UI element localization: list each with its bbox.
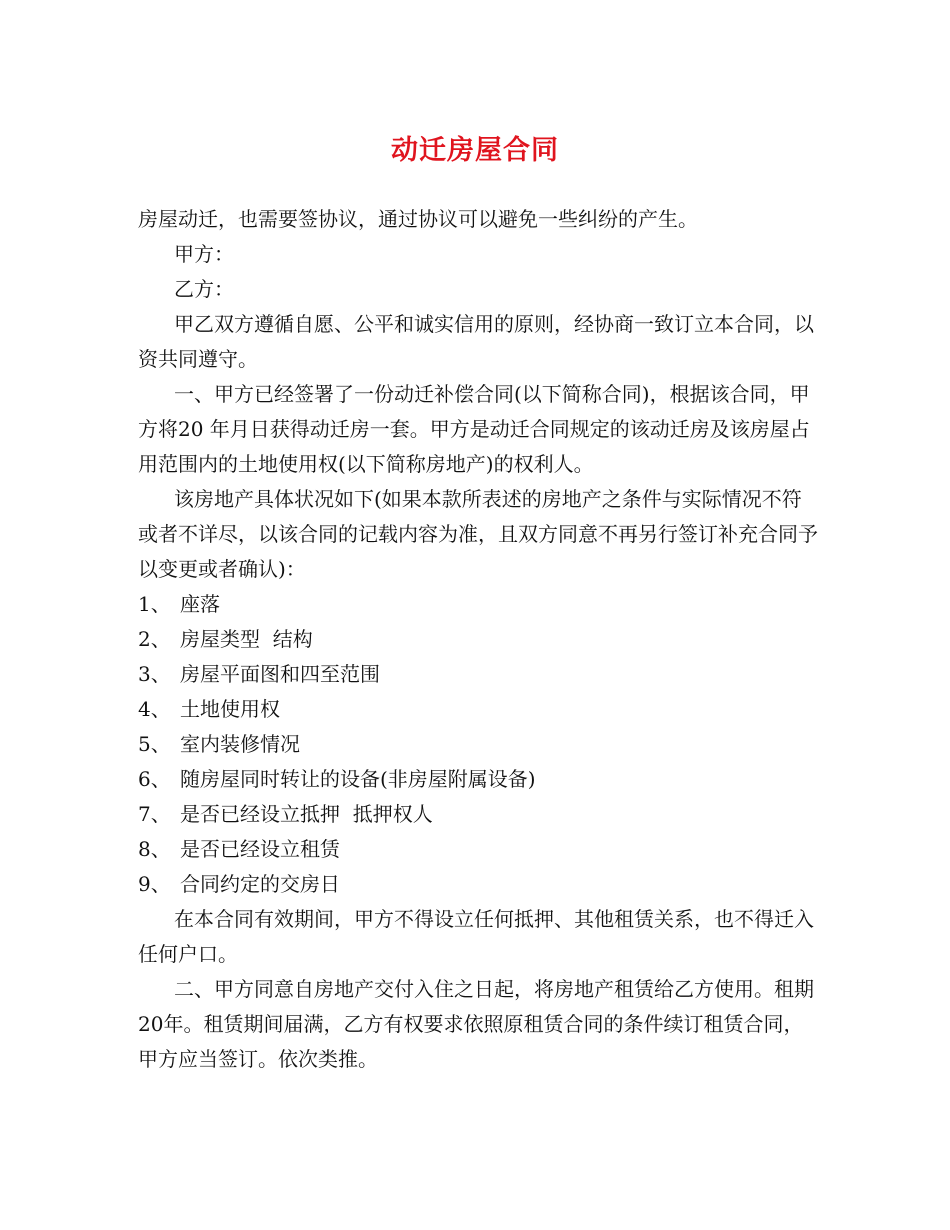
paragraph-principles: 甲乙双方遵循自愿、公平和诚实信用的原则，经协商一致订立本合同，以资共同遵守。: [138, 312, 814, 371]
paragraph-property-status: 该房地产具体状况如下(如果本款所表述的房地产之条件与实际情况不符或者不详尽，以该合同的记载内容为准，且双方同意不再另行签订补充合同予以变更或者确认)：: [138, 487, 818, 581]
party-b-line: 乙方：: [174, 277, 234, 301]
party-a-line: 甲方：: [174, 242, 234, 266]
intro-paragraph: 房屋动迁，也需要签协议，通过协议可以避免一些纠纷的产生。: [138, 207, 698, 231]
list-item-number: 3、: [138, 662, 171, 686]
list-item-text: 随房屋同时转让的设备(非房屋附属设备): [180, 767, 536, 791]
paragraph-section-2: 二、甲方同意自房地产交付入住之日起，将房地产租赁给乙方使用。租期20年。租赁期间届满，乙方有权要求依照原租赁合同的条件续订租赁合同，甲方应当签订。依次类推。: [138, 977, 814, 1071]
list-item-text: 土地使用权: [180, 697, 280, 721]
list-item-number: 9、: [138, 872, 171, 896]
list-item: [138, 762, 818, 797]
list-item-text: 是否已经设立租赁: [180, 837, 340, 861]
list-item-number: 4、: [138, 697, 171, 721]
list-item: [138, 797, 818, 832]
property-items-list: [138, 587, 818, 902]
paragraph-section-1: 一、甲方已经签署了一份动迁补偿合同(以下简称合同)，根据该合同，甲方将20 年月日获得动迁房一套。甲方是动迁合同规定的该动迁房及该房屋占用范围内的土地使用权(以下简称房地产)的权利人。: [138, 382, 810, 476]
list-item: [138, 622, 818, 657]
list-item-number: 7、: [138, 802, 171, 826]
list-item: [138, 692, 818, 727]
list-item-text: 是否已经设立抵押 抵押权人: [180, 802, 433, 826]
list-item-number: 6、: [138, 767, 171, 791]
list-item: [138, 727, 818, 762]
list-item-text: 座落: [180, 592, 220, 616]
list-item: [138, 657, 818, 692]
document-title: 动迁房屋合同: [391, 135, 559, 166]
list-item-text: 室内装修情况: [180, 732, 300, 756]
list-item: [138, 587, 818, 622]
paragraph-no-mortgage: 在本合同有效期间，甲方不得设立任何抵押、其他租赁关系，也不得迁入任何户口。: [138, 907, 814, 966]
list-item-number: 5、: [138, 732, 171, 756]
list-item-text: 房屋平面图和四至范围: [180, 662, 380, 686]
list-item-number: 1、: [138, 592, 171, 616]
list-item-number: 8、: [138, 837, 171, 861]
list-item-text: 合同约定的交房日: [180, 872, 340, 896]
list-item: [138, 867, 818, 902]
list-item-number: 2、: [138, 627, 171, 651]
document-body: [138, 202, 818, 1077]
list-item-text: 房屋类型 结构: [180, 627, 313, 651]
list-item: [138, 832, 818, 867]
